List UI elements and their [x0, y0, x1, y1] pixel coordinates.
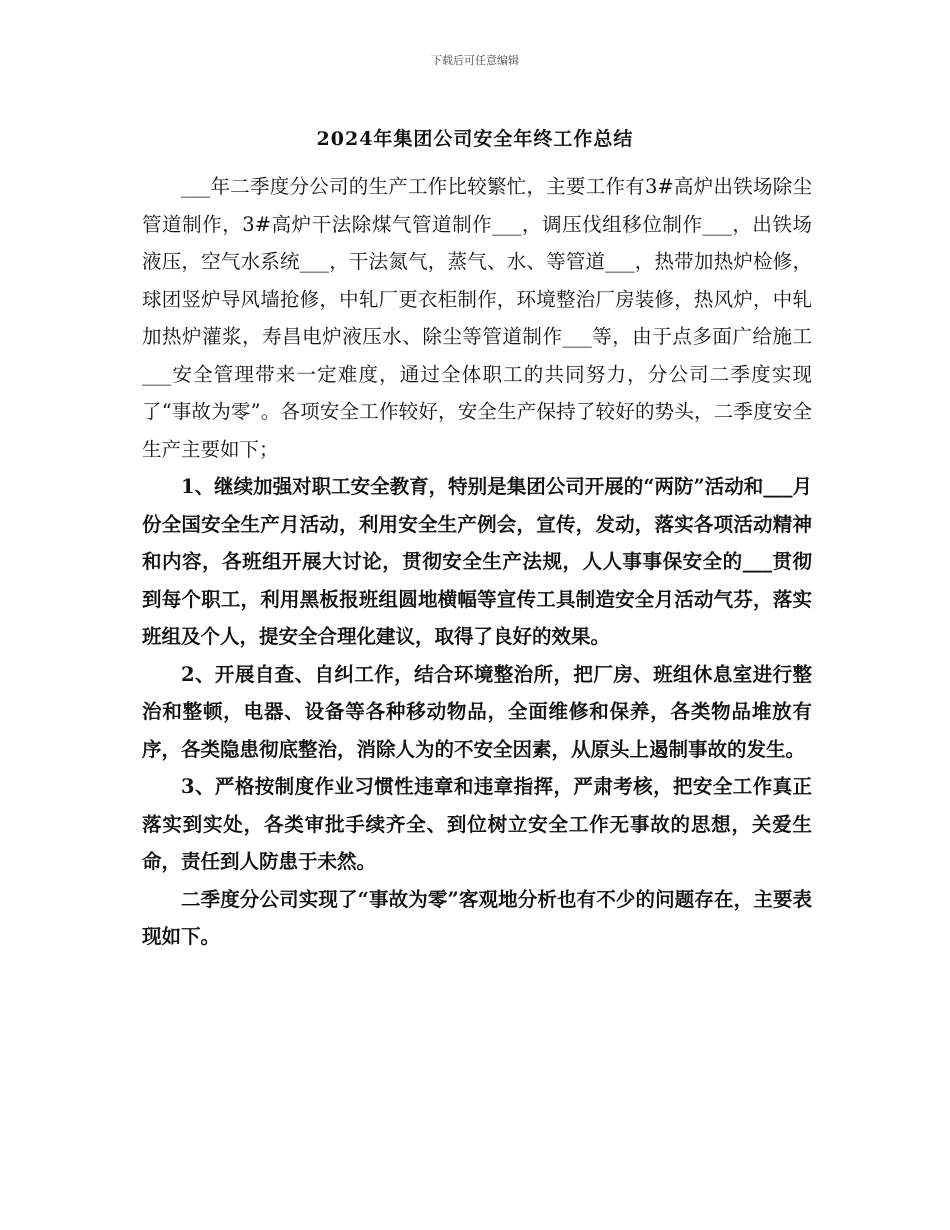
paragraph-item-3: 3、严格按制度作业习惯性违章和违章指挥，严肃考核，把安全工作真正落实到实处，各类审批手续齐全、到位树立安全工作无事故的思想，关爱生命，责任到人防患于未然。 — [142, 775, 812, 873]
paragraph-issues: 二季度分公司实现了“事故为零”客观地分析也有不少的问题存在，主要表现如下。 — [142, 887, 812, 948]
paragraph-item-1: 1、继续加强对职工安全教育，特别是集团公司开展的“两防”活动和___月份全国安全生产月活动，利用安全生产例会，宣传，发动，落实各项活动精神和内容，各班组开展大讨论，贯彻安全生产法规，人人事事保安全的___贯彻到每个职工，利用黑板报班组圆地横幅等宣传工具制造安全月活动气芬，落实班组及个人，提安全合理化建议，取得了良好的效果。 — [142, 475, 812, 648]
document-title: 2024年集团公司安全年终工作总结 — [316, 128, 634, 150]
document-body — [142, 168, 812, 956]
paragraph-intro: ___年二季度分公司的生产工作比较繁忙，主要工作有3#高炉出铁场除尘管道制作，3#高炉干法除煤气管道制作___，调压伐组移位制作___，出铁场液压，空气水系统___，干法氮气，蒸气、水、等管道___，热带加热炉检修，球团竖炉导风墙抢修，中轧厂更衣柜制作，环境整治厂房装修，热风炉，中轧加热炉灌浆，寿昌电炉液压水、除尘等管道制作___等，由于点多面广给施工___安全管理带来一定难度，通过全体职工的共同努力，分公司二季度实现了“事故为零”。各项安全工作较好，安全生产保持了较好的势头，二季度安全生产主要如下； — [142, 175, 812, 461]
paragraph-item-2: 2、开展自查、自纠工作，结合环境整治所，把厂房、班组休息室进行整治和整顿，电器、设备等各种移动物品，全面维修和保养，各类物品堆放有序，各类隐患彻底整治，消除人为的不安全因素，从原头上遏制事故的发生。 — [142, 662, 812, 761]
page-header-note: 下载后可任意编辑 — [431, 54, 519, 67]
